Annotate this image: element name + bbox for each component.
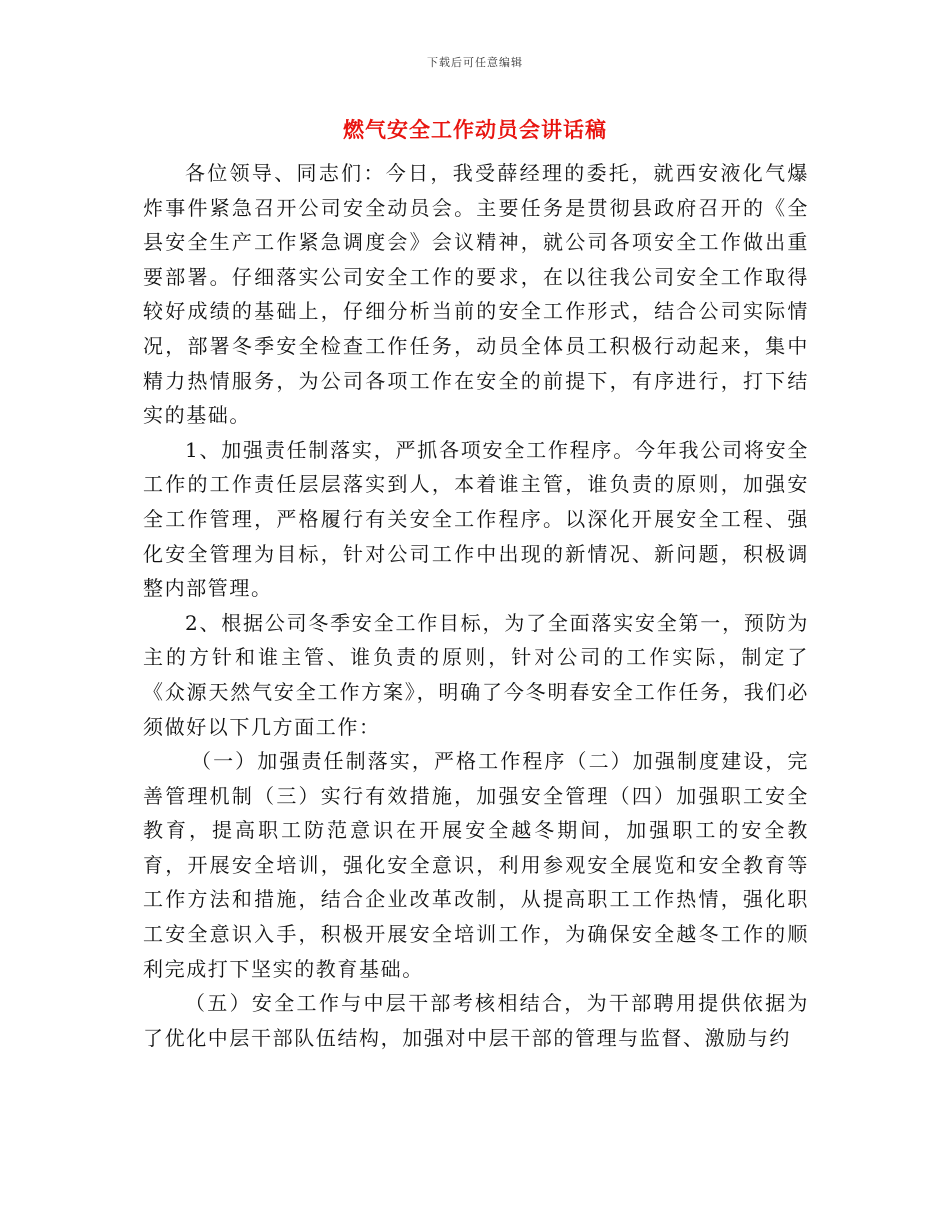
paragraph-item-2: 2、根据公司冬季安全工作目标，为了全面落实安全第一，预防为主的方针和谁主管、谁负责的原则，针对公司的工作实际，制定了《众源天然气安全工作方案》，明确了今冬明春安全工作任务，我们必须做好以下几方面工作：	[143, 610, 809, 739]
paragraph-item-1: 1、加强责任制落实，严抓各项安全工作程序。今年我公司将安全工作的工作责任层层落实到人，本着谁主管，谁负责的原则，加强安全工作管理，严格履行有关安全工作程序。以深化开展安全工程、强化安全管理为目标，针对公司工作中出现的新情况、新问题，积极调整内部管理。	[143, 437, 809, 601]
document-body	[143, 156, 809, 1055]
header-note: 下载后可任意编辑	[427, 56, 523, 69]
paragraph-measure-5: （五）安全工作与中层干部考核相结合，为干部聘用提供依据为了优化中层干部队伍结构，加强对中层干部的管理与监督、激励与约	[143, 991, 809, 1050]
document-title: 燃气安全工作动员会讲话稿	[343, 118, 607, 142]
paragraph-measures-1-4: （一）加强责任制落实，严格工作程序（二）加强制度建设，完善管理机制（三）实行有效措施，加强安全管理（四）加强职工安全教育，提高职工防范意识在开展安全越冬期间，加强职工的安全教育，开展安全培训，强化安全意识，利用参观安全展览和安全教育等工作方法和措施，结合企业改革改制，从提高职工工作热情，强化职工安全意识入手，积极开展安全培训工作，为确保安全越冬工作的顺利完成打下坚实的教育基础。	[143, 749, 809, 981]
paragraph-opening: 各位领导、同志们：今日，我受薛经理的委托，就西安液化气爆炸事件紧急召开公司安全动员会。主要任务是贯彻县政府召开的《全县安全生产工作紧急调度会》会议精神，就公司各项安全工作做出重要部署。仔细落实公司安全工作的要求，在以往我公司安全工作取得较好成绩的基础上，仔细分析当前的安全工作形式，结合公司实际情况，部署冬季安全检查工作任务，动员全体员工积极行动起来，集中精力热情服务，为公司各项工作在安全的前提下，有序进行，打下结实的基础。	[143, 161, 809, 428]
